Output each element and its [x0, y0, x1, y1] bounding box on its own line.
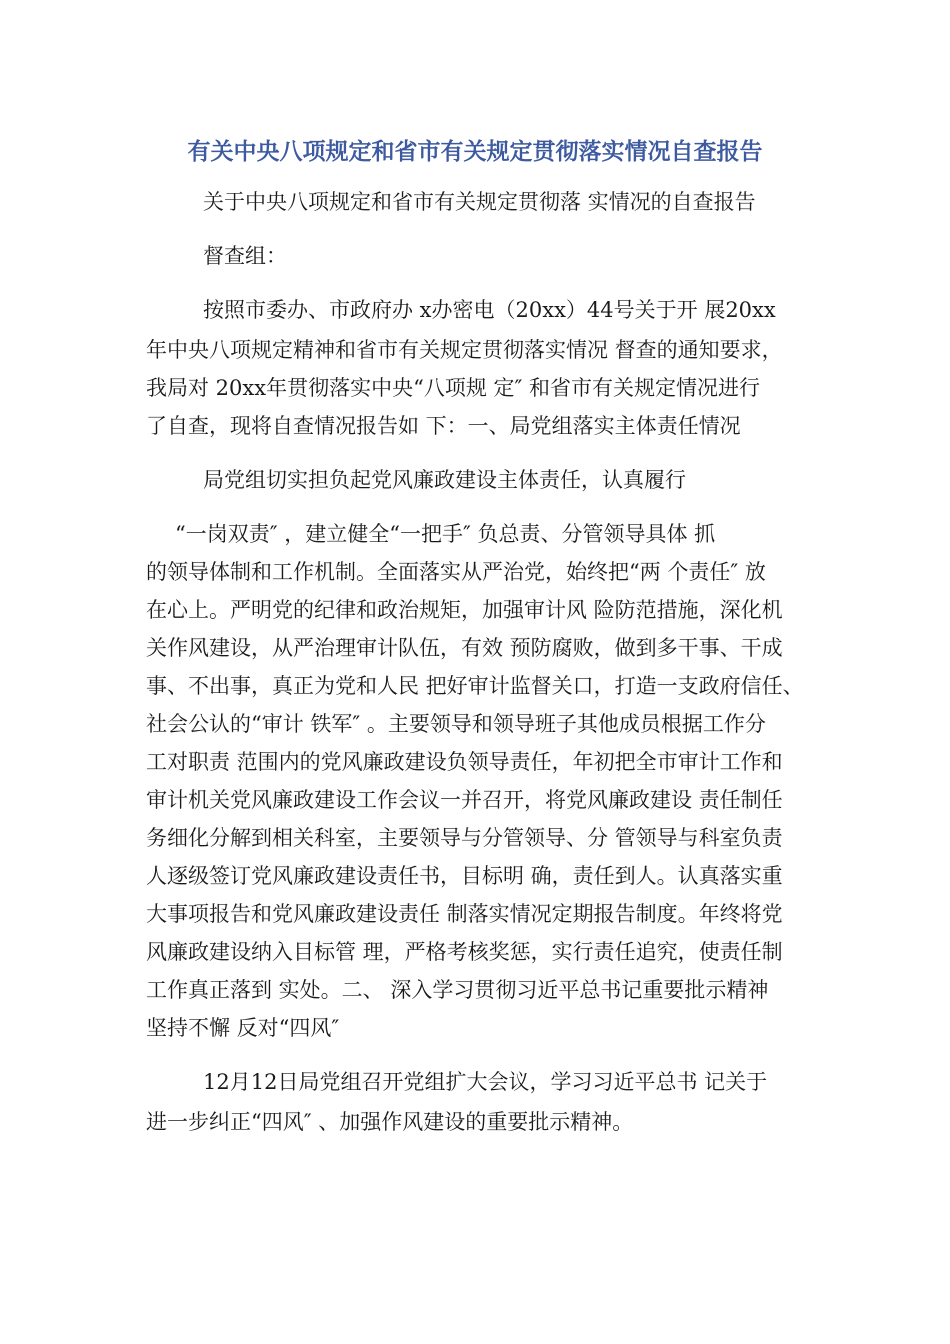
- paragraph-line: 局党组切实担负起党风廉政建设主体责任，认真履行: [203, 468, 686, 492]
- paragraph-line: 工对职责 范围内的党风廉政建设负领导责任，年初把全市审计工作和: [146, 750, 783, 774]
- paragraph-line: 大事项报告和党风廉政建设责任 制落实情况定期报告制度。年终将党: [146, 902, 783, 926]
- paragraph-line: 审计机关党风廉政建设工作会议一并召开，将党风廉政建设 责任制任: [146, 788, 783, 812]
- document-subtitle: 关于中央八项规定和省市有关规定贯彻落 实情况的自查报告: [203, 190, 756, 214]
- paragraph-line: 在心上。严明党的纪律和政治规矩，加强审计风 险防范措施，深化机: [146, 598, 783, 622]
- paragraph-line: 了自查，现将自查情况报告如 下：一、局党组落实主体责任情况: [146, 414, 741, 438]
- paragraph-line: 人逐级签订党风廉政建设责任书，目标明 确，责任到人。认真落实重: [146, 864, 783, 888]
- paragraph-line: 关作风建设，从严治理审计队伍，有效 预防腐败，做到多干事、干成: [146, 636, 783, 660]
- paragraph-line: 务细化分解到相关科室，主要领导与分管领导、分 管领导与科室负责: [146, 826, 783, 850]
- paragraph-line: 按照市委办、市政府办 x办密电（20xx）44号关于开 展20xx: [203, 298, 776, 322]
- paragraph-line: 坚持不懈 反对“四风″: [146, 1016, 340, 1040]
- paragraph-line: 工作真正落到 实处。二、 深入学习贯彻习近平总书记重要批示精神: [146, 978, 769, 1002]
- salutation: 督查组：: [203, 244, 287, 268]
- paragraph-line: 风廉政建设纳入目标管 理，严格考核奖惩，实行责任追究，使责任制: [146, 940, 783, 964]
- document-title: 有关中央八项规定和省市有关规定贯彻落实情况自查报告: [187, 139, 763, 165]
- paragraph-line: 社会公认的“审计 铁军″ 。主要领导和领导班子其他成员根据工作分: [146, 712, 766, 736]
- paragraph-line: 年中央八项规定精神和省市有关规定贯彻落实情况 督查的通知要求，: [146, 338, 783, 362]
- paragraph-line: 12月12日局党组召开党组扩大会议，学习习近平总书 记关于: [203, 1070, 768, 1094]
- paragraph-line: 我局对 20xx年贯彻落实中央“八项规 定″ 和省市有关规定情况进行: [146, 376, 761, 400]
- paragraph-line: 事、不出事，真正为党和人民 把好审计监督关口，打造一支政府信任、: [146, 674, 804, 698]
- paragraph-line: 的领导体制和工作机制。全面落实从严治党，始终把“两 个责任″ 放: [146, 560, 766, 584]
- paragraph-line: “一岗双责″ ，建立健全“一把手″ 负总责、分管领导具体 抓: [175, 522, 716, 546]
- paragraph-line: 进一步纠正“四风″ 、加强作风建设的重要批示精神。: [146, 1110, 634, 1134]
